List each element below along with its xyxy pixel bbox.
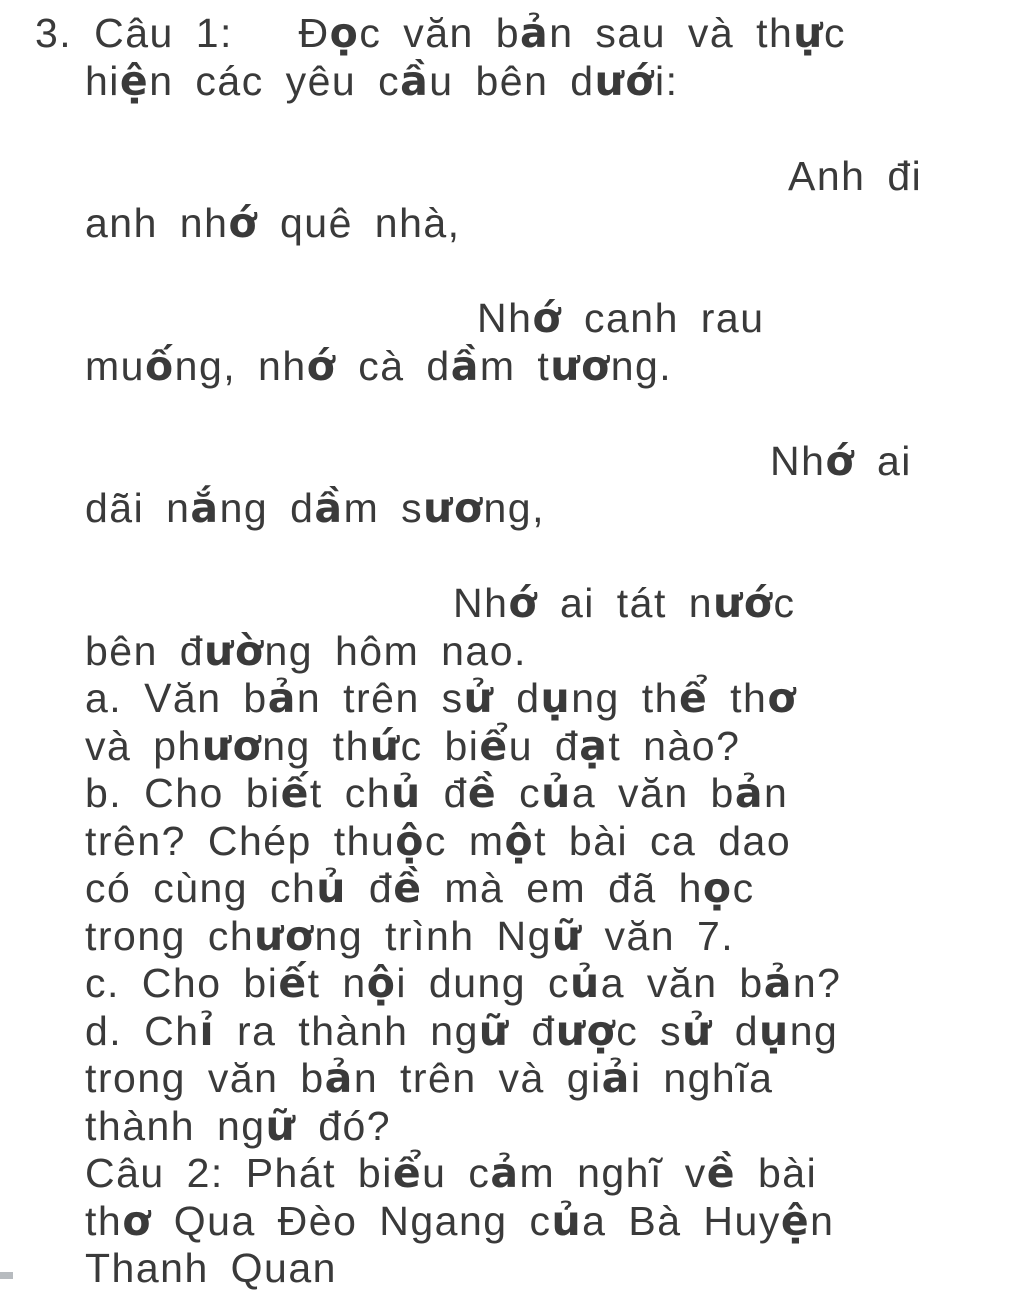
- spacer-3: [85, 390, 1024, 438]
- question-2-line-3: Thanh Quan: [85, 1245, 337, 1291]
- question-a-line-2: và phương thức biểu đạt nào?: [85, 721, 741, 770]
- poem-line-2-wrap: muống, nhớ cà dầm tương.: [85, 341, 673, 390]
- question-d-line-2: trong văn bản trên và giải nghĩa: [85, 1054, 774, 1102]
- poem-line-3-wrap: dãi nắng dầm sương,: [85, 484, 545, 532]
- spacer-4: [85, 533, 1024, 581]
- poem-line-4-wrap: bên đường hôm nao.: [85, 626, 527, 675]
- poem-line-2-start: Nhớ canh rau: [477, 294, 765, 342]
- question-d-line-3: thành ngữ đó?: [85, 1101, 392, 1150]
- poem-line-1-start: Anh đi: [788, 152, 923, 199]
- spacer-1: [85, 105, 1024, 153]
- question-b-line-4: trong chương trình Ngữ văn 7.: [85, 911, 735, 960]
- question-a-line-1: a. Văn bản trên sử dụng thể thơ: [85, 674, 798, 722]
- spacer-2: [85, 248, 1024, 296]
- question-c-line-1: c. Cho biết nội dung của văn bản?: [85, 959, 842, 1007]
- poem-line-4-start: Nhớ ai tát nước: [453, 579, 796, 627]
- question-b-line-1: b. Cho biết chủ đề của văn bản: [85, 769, 789, 817]
- question-b-line-2: trên? Chép thuộc một bài ca dao: [85, 816, 792, 865]
- poem-line-3-start: Nhớ ai: [770, 436, 912, 485]
- poem-line-1-wrap: anh nhớ quê nhà,: [85, 199, 461, 247]
- question-2-line-1: Câu 2: Phát biểu cảm nghĩ về bài: [85, 1149, 818, 1197]
- heading-line-2: hiện các yêu cầu bên dưới:: [85, 56, 679, 105]
- scan-artifact: [0, 1272, 13, 1279]
- question-b-line-3: có cùng chủ đề mà em đã học: [85, 864, 755, 912]
- question-d-line-1: d. Chỉ ra thành ngữ được sử dụng: [85, 1006, 839, 1055]
- heading-line-1: 3. Câu 1: Đọc văn bản sau và thực: [35, 9, 846, 57]
- question-2-line-2: thơ Qua Đèo Ngang của Bà Huyện: [85, 1196, 835, 1245]
